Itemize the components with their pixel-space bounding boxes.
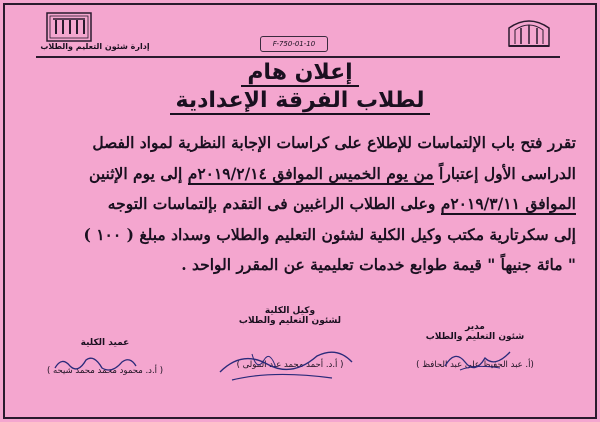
handwritten-signature-dean: [50, 352, 140, 376]
title-line-2: لطلاب الفرقة الإعدادية: [170, 88, 431, 115]
body-line-2: [28, 159, 576, 190]
announcement-body: [28, 128, 576, 281]
handwritten-signature-vice-dean: [212, 342, 362, 387]
signature-role: مدير: [465, 322, 485, 332]
department-name: إدارة شئون التعليم والطلاب: [40, 42, 150, 51]
faculty-logo-icon: [505, 14, 553, 50]
signature-name: ( أ. عبد الحفيظ على عبد الحافظ): [416, 360, 534, 370]
body-line-5: " مائة جنيهاً " قيمة طوابع خدمات تعليمية عن المقرر الواحد .: [181, 255, 576, 274]
announcement-subtitle: [0, 88, 600, 113]
body-line-3-suffix: وعلى الطلاب الراغبين فى التقدم بإلتماسات التوجه: [107, 194, 441, 213]
announcement-title: [0, 60, 600, 85]
signature-role-detail: شئون التعليم والطلاب: [425, 332, 525, 342]
body-line-3: [28, 189, 576, 220]
body-line-2-prefix: الدراسى الأول إعتباراً: [433, 163, 576, 183]
end-date-text: الموافق ٢٠١٩/٣/١١م: [440, 194, 576, 213]
start-date-text: من يوم الخميس الموافق ٢٠١٩/٢/١٤م: [187, 163, 434, 183]
university-logo-icon: [44, 10, 94, 44]
body-line-1: تقرر فتح باب الإلتماسات للإطلاع على كراسات الإجابة النظرية لمواد الفصل: [92, 133, 576, 152]
signature-role: وكيل الكلية: [264, 306, 316, 316]
body-line-2-suffix: إلى يوم الإثنين: [89, 163, 188, 183]
signature-role-detail: لشئون التعليم والطلاب: [238, 316, 342, 326]
handwritten-signature-director: [440, 344, 520, 374]
header-divider: [36, 56, 560, 58]
signature-name: ( أ.د. أحمد محمد عبد المولى ): [236, 360, 344, 370]
signature-role: عميد الكلية: [80, 338, 130, 348]
signature-name: ( أ.د. محمود محمد محمد شيحه ): [46, 366, 164, 376]
form-code: F-750-01-10: [260, 36, 328, 52]
body-line-4: إلى سكرتارية مكتب وكيل الكلية لشئون التعليم والطلاب وسداد مبلغ ( ١٠٠ ): [83, 224, 576, 244]
title-line-1: إعلان هام: [241, 60, 358, 87]
